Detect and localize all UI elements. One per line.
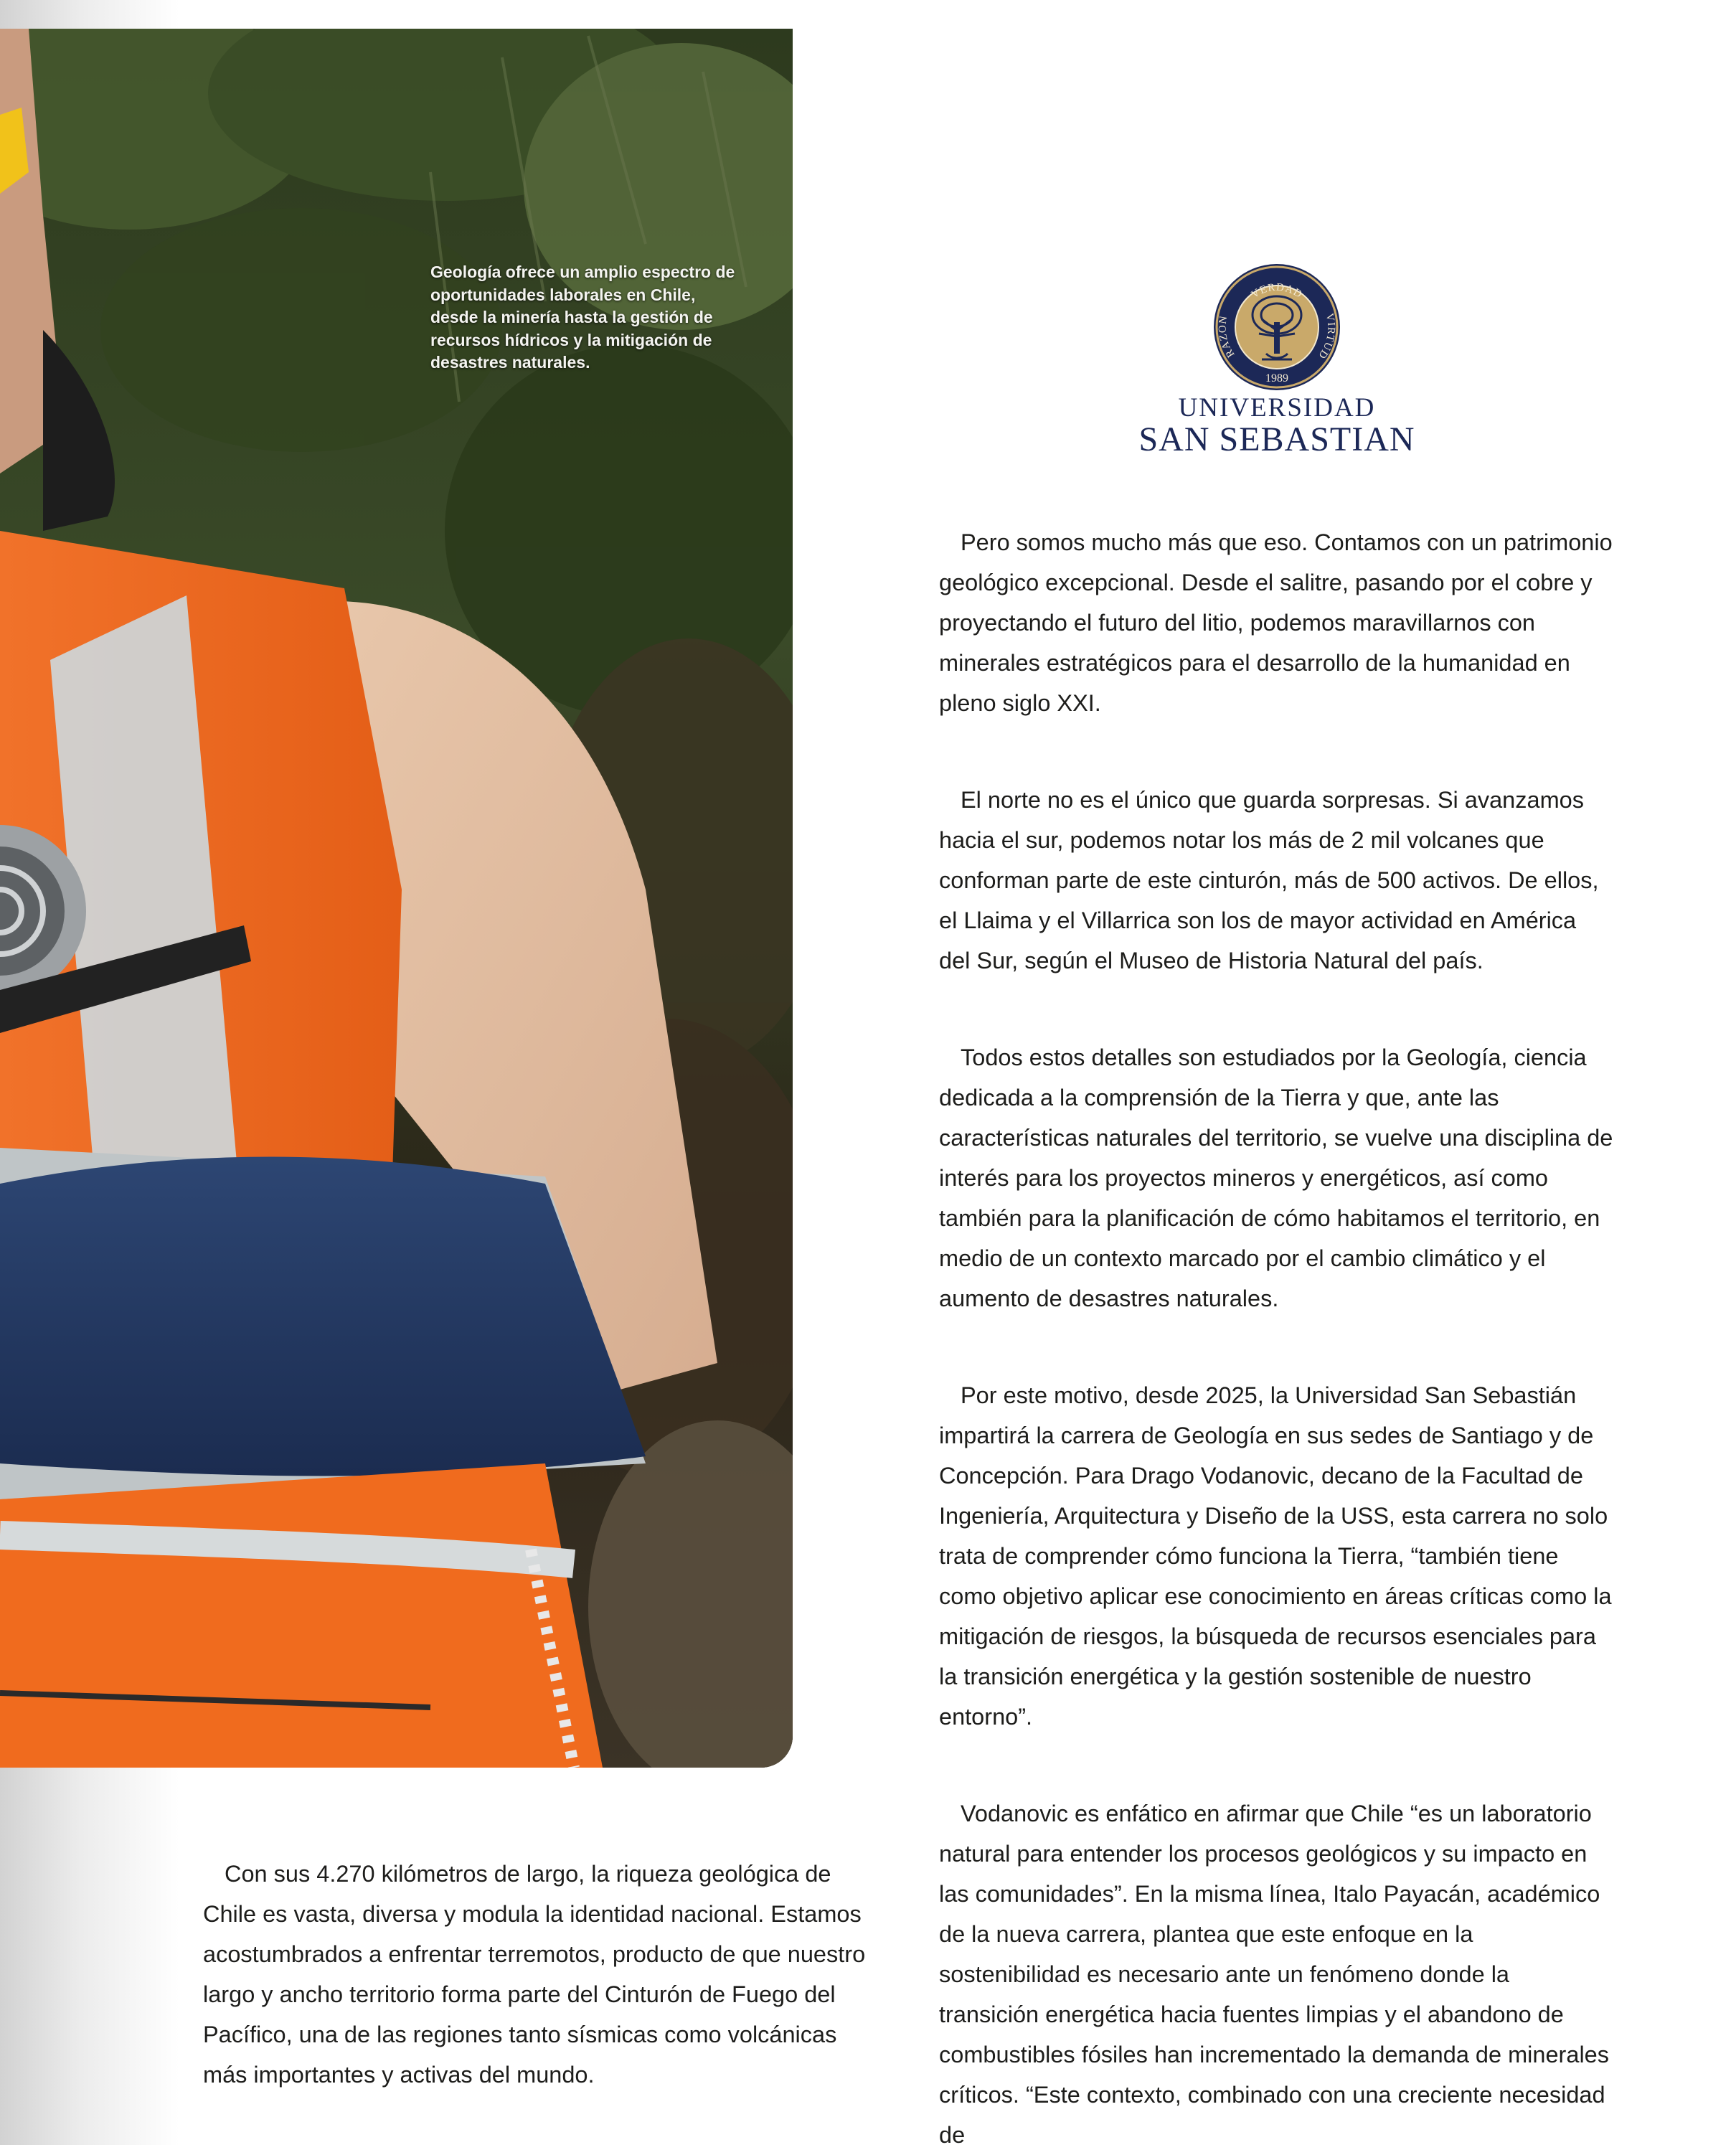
seal-top-text: VERDAD: [1249, 281, 1305, 301]
photo-caption: Geología ofrece un amplio espectro de oportunidades laborales en Chile, desde la minería hasta la gestión de recursos hídricos y la mitigación de desastres naturales.: [430, 263, 735, 372]
article-paragraph-1: Pero somos mucho más que eso. Contamos con un patrimonio geológico excepcional. Desde el salitre, pasando por el cobre y proyectando el futuro del litio, podemos maravillarnos con minerales estratégicos para el desarrollo de la humanidad en pleno siglo XXI.: [939, 529, 1613, 716]
article-intro-paragraph: Con sus 4.270 kilómetros de largo, la riqueza geológica de Chile es vasta, diversa y modula la identidad nacional. Estamos acostumbrados a enfrentar terremotos, producto de que nuestro largo y ancho territorio forma parte del Cinturón de Fuego del Pacífico, una de las regiones tanto sísmicas como volcánicas más importantes y activas del mundo.: [203, 1861, 866, 2088]
logo-wordmark-line1: UNIVERSIDAD: [1178, 393, 1376, 423]
logo-wordmark-line2: SAN SEBASTIAN: [1138, 420, 1415, 458]
seal-right-text: VIRTUD: [1316, 312, 1337, 362]
article-paragraph-3: Todos estos detalles son estudiados por la Geología, ciencia dedicada a la comprensión de la Tierra y que, ante las características naturales del territorio, se vuelve una disciplina de interés para los proyectos mineros y energéticos, así como también para la planificación de cómo habitamos el territorio, en medio de un contexto marcado por el cambio climático y el aumento de desastres naturales.: [939, 1045, 1613, 1311]
university-logo: [1126, 262, 1428, 463]
article-paragraph-5: Vodanovic es enfático en afirmar que Chile “es un laboratorio natural para entender los procesos geológicos y su impacto en las comunidades”. En la misma línea, Italo Payacán, académico de la nueva carrera, plantea que este enfoque en la sostenibilidad es necesario ante un fenómeno donde la transición energética hacia fuentes limpias y el abandono de combustibles fósiles han incrementado la demanda de minerales críticos. “Este contexto, combinado con una creciente necesidad de: [939, 1801, 1609, 2148]
article-paragraph-4: Por este motivo, desde 2025, la Universidad San Sebastián impartirá la carrera de Geología en sus sedes de Santiago y de Concepción. Para Drago Vodanovic, decano de la Facultad de Ingeniería, Arquitectura y Diseño de la USS, esta carrera no solo trata de comprender cómo funciona la Tierra, “también tiene como objetivo aplicar ese conocimiento en áreas críticas como la mitigación de riesgos, la búsqueda de recursos esenciales para la transición energética y la gestión sostenible de nuestro entorno”.: [939, 1382, 1612, 1730]
seal-left-text: RAZON: [1217, 314, 1237, 359]
university-seal-icon: [1212, 262, 1342, 392]
article-paragraph-2: El norte no es el único que guarda sorpresas. Si avanzamos hacia el sur, podemos notar los más de 2 mil volcanes que conforman parte de este cinturón, más de 500 activos. De ellos, el Llaima y el Villarrica son los de mayor actividad en América del Sur, según el Museo de Historia Natural del país.: [939, 787, 1599, 973]
seal-year: 1989: [1265, 372, 1288, 385]
